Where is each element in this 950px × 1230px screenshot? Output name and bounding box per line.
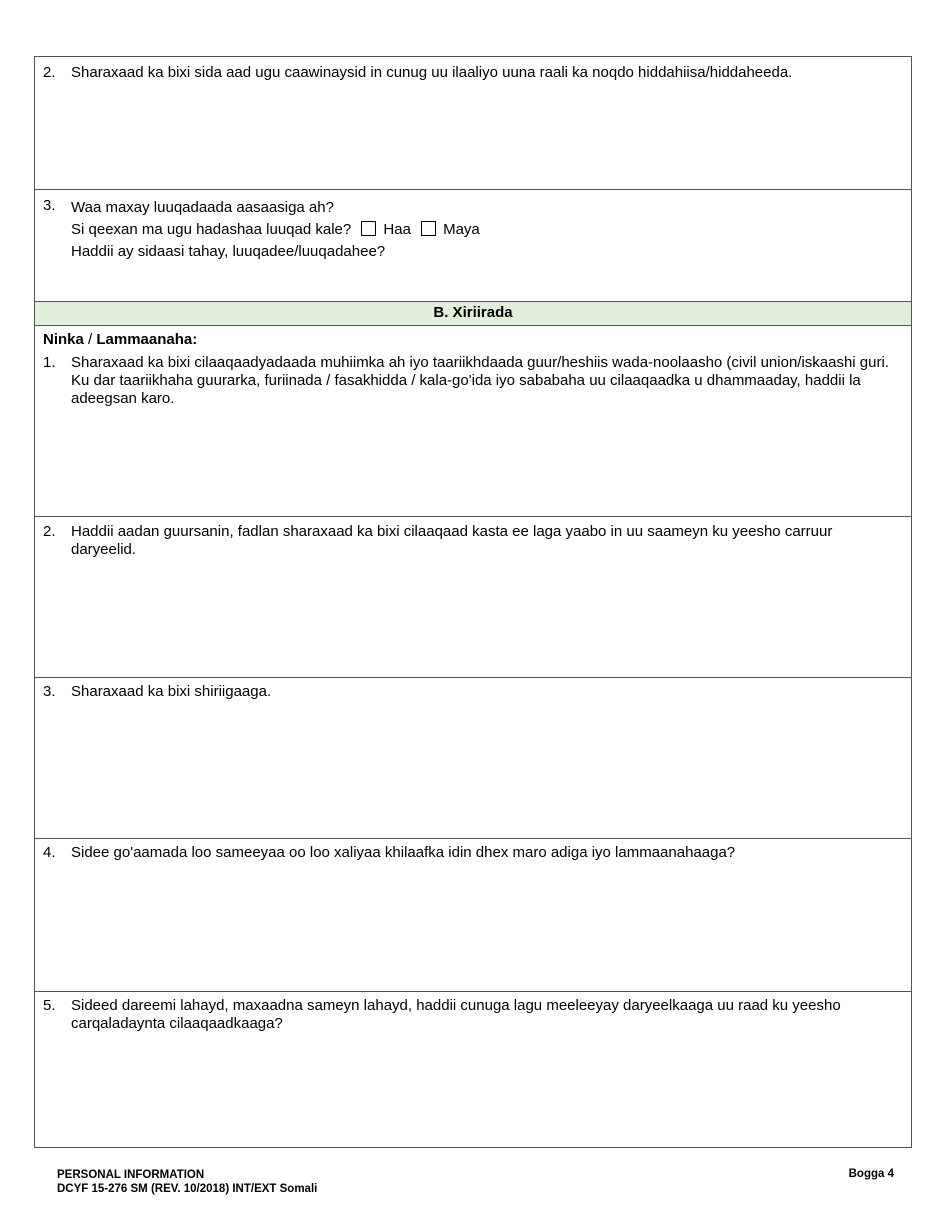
question-text: Haddii aadan guursanin, fadlan sharaxaad ka bixi cilaaqaad kasta ee laga yaabo in uu saameyn ku yeesho carruur daryeelid. (71, 523, 833, 558)
form-number: DCYF 15-276 SM (REV. 10/2018) INT/EXT Somali (57, 1183, 318, 1195)
question-b5-cell[interactable] (35, 992, 911, 1149)
question-text: Sharaxaad ka bixi cilaaqaadyadaada muhiimka ah iyo taariikhdaada guur/heshiis wada-noolaasho (civil union/iskaashi guri. Ku dar taariikhaha guurarka, furiinada / fasakhidda / kala-go'ida iyo sababaha uu cilaaqaadka u dhammaaday, haddii la adeegsan karo. (71, 354, 889, 407)
question-text: Sideed dareemi lahayd, maxaadna sameyn lahayd, haddii cunuga lagu meeleeyay daryeelkaaga uu raad ku yeesho carqaladaynta cilaaqaadkaaga? (71, 997, 841, 1032)
question-b1-cell[interactable] (35, 326, 911, 517)
question-number: 5. (43, 997, 56, 1014)
other-language-question (71, 219, 897, 241)
question-number: 2. (43, 523, 56, 540)
question-text: Sharaxaad ka bixi shiriigaaga. (71, 683, 272, 700)
question-a2-cell[interactable] (35, 57, 911, 190)
language-question-cell (35, 190, 911, 302)
yes-label: Haa (383, 221, 411, 238)
form-table (34, 56, 912, 1148)
question-b2-cell[interactable] (35, 517, 911, 678)
section-b-title: B. Xiriirada (433, 304, 513, 321)
question-text: Sidee go'aamada loo sameeyaa oo loo xaliyaa khilaafka idin dhex maro adiga iyo lammaanahaaga? (71, 844, 736, 861)
question-number: 3. (43, 197, 56, 214)
spouse-subheading: Ninka / Lammaanaha: (43, 331, 198, 348)
question-number: 3. (43, 683, 56, 700)
no-checkbox[interactable] (421, 221, 436, 236)
other-language-label: Si qeexan ma ugu hadashaa luuqad kale? (71, 221, 352, 238)
question-text: Sharaxaad ka bixi sida aad ugu caawinaysid in cunug uu ilaaliyo uuna raali ka noqdo hiddahiisa/hiddaheeda. (71, 64, 793, 81)
page-number: Bogga 4 (848, 1168, 894, 1180)
which-languages-question: Haddii ay sidaasi tahay, luuqadee/luuqadahee? (71, 243, 386, 260)
question-number: 1. (43, 354, 56, 371)
question-b4-cell[interactable] (35, 839, 911, 992)
section-b-header (35, 302, 911, 326)
question-b3-cell[interactable] (35, 678, 911, 839)
question-number: 4. (43, 844, 56, 861)
language-question-text (71, 197, 897, 263)
primary-language-question: Waa maxay luuqadaada aasaasiga ah? (71, 199, 334, 216)
question-number: 2. (43, 64, 56, 81)
yes-checkbox[interactable] (361, 221, 376, 236)
form-footer (57, 1168, 317, 1196)
footer-title: PERSONAL INFORMATION (57, 1169, 205, 1181)
no-label: Maya (443, 221, 480, 238)
